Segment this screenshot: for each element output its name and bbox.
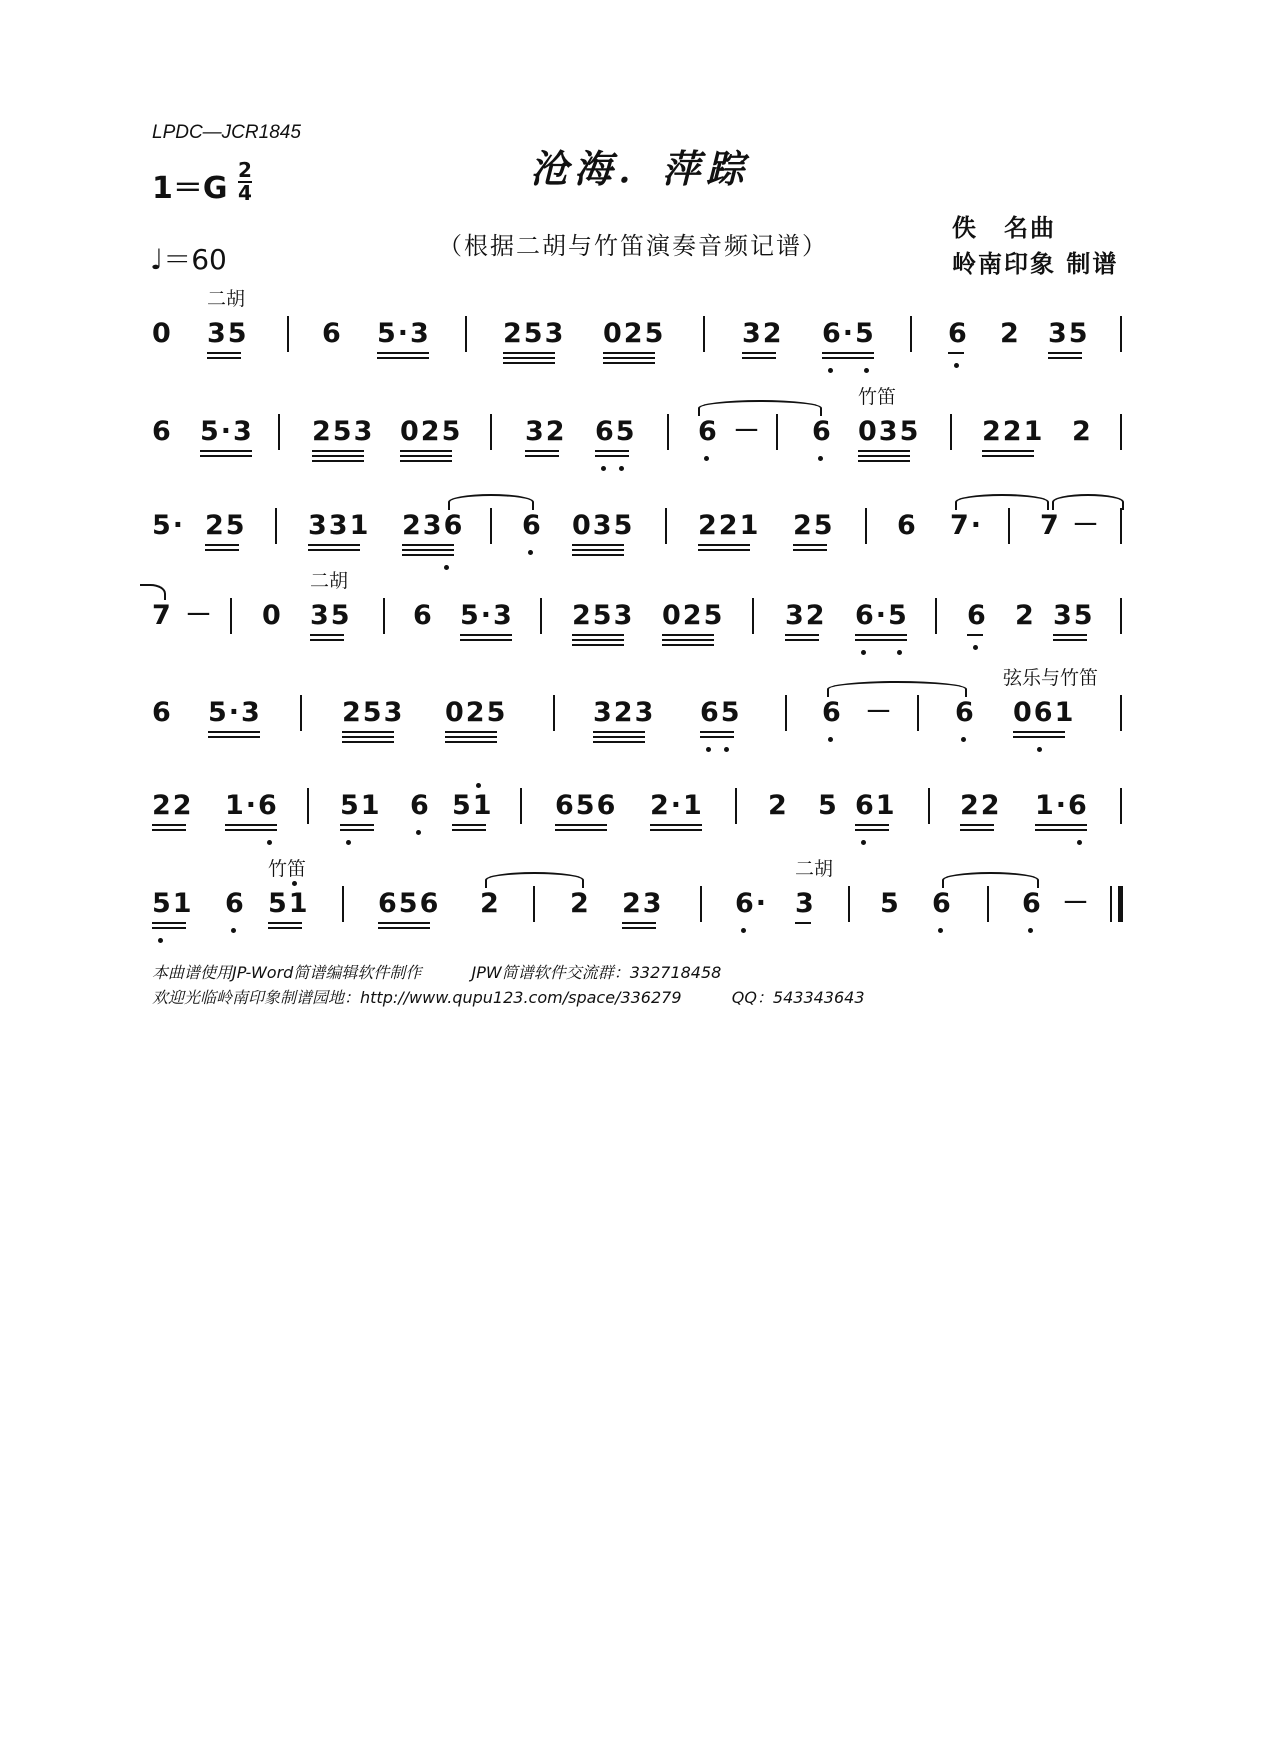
- note-group: 25: [205, 510, 247, 541]
- note-group: －: [1062, 888, 1091, 919]
- low-octave-dot: [724, 747, 729, 752]
- notation-row: [0, 790, 1272, 870]
- duration-underline: [742, 352, 776, 354]
- low-octave-dot: [861, 650, 866, 655]
- duration-underline: [312, 460, 364, 462]
- duration-underline: [572, 549, 624, 551]
- barline: [278, 414, 280, 450]
- duration-underline: [207, 357, 241, 359]
- final-barline: [1110, 886, 1112, 922]
- low-octave-dot: [897, 650, 902, 655]
- time-signature: [238, 160, 252, 203]
- duration-underline: [662, 644, 714, 646]
- duration-underline: [1053, 634, 1087, 636]
- note-group: －: [733, 416, 762, 447]
- note-group: 6: [225, 888, 246, 919]
- duration-underline: [662, 634, 714, 636]
- duration-underline: [152, 824, 186, 826]
- duration-underline: [595, 455, 629, 457]
- barline: [865, 508, 867, 544]
- note-group: 5·3: [200, 416, 254, 447]
- note-group: 6·5: [822, 318, 876, 349]
- duration-underline: [402, 554, 454, 556]
- duration-underline: [855, 829, 889, 831]
- barline: [300, 695, 302, 731]
- meter-numerator: 2: [238, 158, 252, 182]
- duration-underline: [858, 460, 910, 462]
- duration-underline: [572, 639, 624, 641]
- duration-underline: [503, 362, 555, 364]
- instrument-label: 二胡: [207, 288, 246, 310]
- note-group: 7: [152, 600, 173, 631]
- barline: [275, 508, 277, 544]
- duration-underline: [622, 922, 656, 924]
- note-group: 1·6: [225, 790, 279, 821]
- duration-underline: [700, 736, 734, 738]
- note-group: 035: [858, 416, 921, 447]
- note-group: 323: [593, 697, 656, 728]
- barline: [848, 886, 850, 922]
- duration-underline: [340, 824, 374, 826]
- notation-row: [0, 288, 1272, 398]
- duration-underline: [855, 824, 889, 826]
- tie-arc-continued: [140, 584, 166, 600]
- duration-underline: [342, 731, 394, 733]
- note-group: 65: [700, 697, 742, 728]
- note-group: 22: [960, 790, 1002, 821]
- note-group: 656: [378, 888, 441, 919]
- duration-underline: [308, 549, 360, 551]
- duration-underline: [208, 736, 260, 738]
- duration-underline: [948, 352, 964, 354]
- score-title: 沧海．萍踪: [530, 146, 751, 191]
- duration-underline: [400, 450, 452, 452]
- note-group: 32: [742, 318, 784, 349]
- barline: [307, 788, 309, 824]
- barline: [520, 788, 522, 824]
- note-group: 1·6: [1035, 790, 1089, 821]
- note-group: 5·3: [208, 697, 262, 728]
- duration-underline: [822, 357, 874, 359]
- tie-arc: [955, 494, 1049, 510]
- duration-underline: [503, 352, 555, 354]
- duration-underline: [310, 634, 344, 636]
- note-group: 6: [1022, 888, 1043, 919]
- note-group: 6: [812, 416, 833, 447]
- note-group: 025: [603, 318, 666, 349]
- duration-underline: [698, 544, 750, 546]
- duration-underline: [1035, 829, 1087, 831]
- low-octave-dot: [1037, 747, 1042, 752]
- meter-denominator: 4: [238, 181, 252, 205]
- note-group: 35: [310, 600, 352, 631]
- note-group: 32: [525, 416, 567, 447]
- barline: [776, 414, 778, 450]
- footer-software-note: 本曲谱使用JP-Word简谱编辑软件制作: [152, 963, 422, 982]
- notation-row: [0, 386, 1272, 496]
- duration-underline: [400, 460, 452, 462]
- barline: [1120, 414, 1122, 450]
- low-octave-dot: [864, 368, 869, 373]
- duration-underline: [342, 736, 394, 738]
- duration-underline: [152, 927, 186, 929]
- low-octave-dot: [818, 456, 823, 461]
- note-group: 061: [1013, 697, 1076, 728]
- duration-underline: [593, 741, 645, 743]
- note-group: 65: [595, 416, 637, 447]
- score-subtitle: （根据二胡与竹笛演奏音频记谱）: [438, 232, 828, 260]
- duration-underline: [378, 927, 430, 929]
- note-group: 6: [955, 697, 976, 728]
- duration-underline: [960, 824, 994, 826]
- low-octave-dot: [1028, 928, 1033, 933]
- final-barline-thick: [1118, 886, 1123, 922]
- barline: [490, 414, 492, 450]
- note-group: 51: [152, 888, 194, 919]
- duration-underline: [1013, 736, 1065, 738]
- note-group: 5: [818, 790, 839, 821]
- high-octave-dot: [292, 881, 297, 886]
- duration-underline: [312, 450, 364, 452]
- duration-underline: [650, 824, 702, 826]
- duration-underline: [208, 731, 260, 733]
- low-octave-dot: [444, 565, 449, 570]
- duration-underline: [460, 634, 512, 636]
- duration-underline: [572, 544, 624, 546]
- duration-underline: [855, 634, 907, 636]
- duration-underline: [785, 634, 819, 636]
- note-group: 25: [793, 510, 835, 541]
- duration-underline: [572, 634, 624, 636]
- note-group: 6: [522, 510, 543, 541]
- tie-arc: [827, 681, 967, 697]
- note-group: 025: [445, 697, 508, 728]
- instrument-label: 竹笛: [268, 858, 307, 880]
- note-group: 5: [880, 888, 901, 919]
- note-group: 6: [413, 600, 434, 631]
- note-group: 6: [322, 318, 343, 349]
- duration-underline: [310, 639, 344, 641]
- note-group: 236: [402, 510, 465, 541]
- note-group: 35: [1053, 600, 1095, 631]
- duration-underline: [603, 357, 655, 359]
- footer-line-2: [152, 985, 865, 1008]
- duration-underline: [595, 450, 629, 452]
- barline: [935, 598, 937, 634]
- note-group: 656: [555, 790, 618, 821]
- note-group: 5·3: [377, 318, 431, 349]
- note-group: 35: [1048, 318, 1090, 349]
- note-group: 025: [662, 600, 725, 631]
- note-group: 5·3: [460, 600, 514, 631]
- note-group: 6·: [735, 888, 769, 919]
- note-group: 61: [855, 790, 897, 821]
- duration-underline: [207, 352, 241, 354]
- footer-line-1: [152, 960, 721, 983]
- tie-arc: [1052, 494, 1124, 510]
- duration-underline: [312, 455, 364, 457]
- duration-underline: [858, 455, 910, 457]
- low-octave-dot: [601, 466, 606, 471]
- low-octave-dot: [741, 928, 746, 933]
- low-octave-dot: [267, 840, 272, 845]
- quarter-note-icon: ♩: [150, 243, 164, 276]
- barline: [928, 788, 930, 824]
- note-group: 2: [570, 888, 591, 919]
- duration-underline: [452, 829, 486, 831]
- note-group: 2: [1015, 600, 1036, 631]
- duration-underline: [268, 927, 302, 929]
- note-group: 253: [342, 697, 405, 728]
- duration-underline: [1053, 639, 1087, 641]
- duration-underline: [342, 741, 394, 743]
- high-octave-dot: [476, 783, 481, 788]
- low-octave-dot: [828, 368, 833, 373]
- low-octave-dot: [828, 737, 833, 742]
- duration-underline: [308, 544, 360, 546]
- note-group: 6: [698, 416, 719, 447]
- duration-underline: [200, 450, 252, 452]
- note-group: 6: [822, 697, 843, 728]
- barline: [752, 598, 754, 634]
- barline: [1120, 788, 1122, 824]
- duration-underline: [152, 922, 186, 924]
- barline: [383, 598, 385, 634]
- arranger-credit: 岭南印象 制谱: [952, 249, 1119, 278]
- duration-underline: [593, 736, 645, 738]
- low-octave-dot: [706, 747, 711, 752]
- barline: [700, 886, 702, 922]
- duration-underline: [742, 357, 776, 359]
- note-group: 6: [897, 510, 918, 541]
- note-group: 51: [452, 790, 494, 821]
- duration-underline: [603, 352, 655, 354]
- duration-underline: [402, 549, 454, 551]
- instrument-label: 二胡: [795, 858, 834, 880]
- tie-arc: [942, 872, 1039, 888]
- footer-qq-note: QQ：543343643: [731, 988, 865, 1007]
- barline: [987, 886, 989, 922]
- duration-underline: [445, 731, 497, 733]
- duration-underline: [1035, 824, 1087, 826]
- duration-underline: [452, 824, 486, 826]
- low-octave-dot: [961, 737, 966, 742]
- duration-underline: [525, 455, 559, 457]
- duration-underline: [400, 455, 452, 457]
- note-group: 2·1: [650, 790, 704, 821]
- notation-row: [0, 667, 1272, 777]
- duration-underline: [525, 450, 559, 452]
- duration-underline: [503, 357, 555, 359]
- barline: [533, 886, 535, 922]
- note-group: －: [865, 697, 894, 728]
- barline: [553, 695, 555, 731]
- note-group: 2: [1072, 416, 1093, 447]
- low-octave-dot: [973, 645, 978, 650]
- duration-underline: [572, 644, 624, 646]
- barline: [1120, 598, 1122, 634]
- note-group: 6: [410, 790, 431, 821]
- duration-underline: [982, 455, 1034, 457]
- note-group: 51: [268, 888, 310, 919]
- low-octave-dot: [528, 550, 533, 555]
- duration-underline: [785, 639, 819, 641]
- low-octave-dot: [346, 840, 351, 845]
- note-group: 221: [698, 510, 761, 541]
- tempo-value: ＝60: [163, 243, 227, 276]
- note-group: 5·: [152, 510, 186, 541]
- duration-underline: [698, 549, 750, 551]
- low-octave-dot: [416, 830, 421, 835]
- barline: [735, 788, 737, 824]
- duration-underline: [650, 829, 702, 831]
- score-code: LPDC—JCR1845: [152, 122, 301, 143]
- instrument-label: 竹笛: [858, 386, 897, 408]
- barline: [1120, 508, 1122, 544]
- low-octave-dot: [938, 928, 943, 933]
- footer-group-note: JPW简谱软件交流群：332718458: [471, 963, 722, 982]
- note-group: 035: [572, 510, 635, 541]
- note-group: 6: [152, 416, 173, 447]
- note-group: 7: [1040, 510, 1061, 541]
- note-group: 2: [768, 790, 789, 821]
- barline: [490, 508, 492, 544]
- footer-website-note: 欢迎光临岭南印象制谱园地：http://www.qupu123.com/space/336279: [152, 988, 682, 1007]
- note-group: 221: [982, 416, 1045, 447]
- duration-underline: [700, 731, 734, 733]
- note-group: 2: [1000, 318, 1021, 349]
- low-octave-dot: [861, 840, 866, 845]
- note-group: 6: [948, 318, 969, 349]
- note-group: 0: [262, 600, 283, 631]
- low-octave-dot: [158, 938, 163, 943]
- note-group: 253: [312, 416, 375, 447]
- low-octave-dot: [954, 363, 959, 368]
- barline: [342, 886, 344, 922]
- duration-underline: [555, 824, 607, 826]
- barline: [665, 508, 667, 544]
- duration-underline: [982, 450, 1034, 452]
- duration-underline: [593, 731, 645, 733]
- duration-underline: [205, 549, 239, 551]
- key-signature: 1＝G: [152, 171, 228, 206]
- duration-underline: [795, 922, 811, 924]
- duration-underline: [460, 639, 512, 641]
- note-group: 253: [503, 318, 566, 349]
- low-octave-dot: [231, 928, 236, 933]
- barline: [1008, 508, 1010, 544]
- note-group: 6·5: [855, 600, 909, 631]
- instrument-label: 二胡: [310, 570, 349, 592]
- barline: [917, 695, 919, 731]
- note-group: 35: [207, 318, 249, 349]
- duration-underline: [377, 357, 429, 359]
- low-octave-dot: [619, 466, 624, 471]
- duration-underline: [855, 639, 907, 641]
- note-group: －: [1072, 510, 1101, 541]
- duration-underline: [225, 829, 277, 831]
- duration-underline: [622, 927, 656, 929]
- duration-underline: [572, 554, 624, 556]
- barline: [465, 316, 467, 352]
- note-group: 331: [308, 510, 371, 541]
- duration-underline: [793, 549, 827, 551]
- note-group: 3: [795, 888, 816, 919]
- instrument-label: 弦乐与竹笛: [1003, 667, 1099, 689]
- note-group: 6: [967, 600, 988, 631]
- duration-underline: [205, 544, 239, 546]
- barline: [910, 316, 912, 352]
- note-group: 025: [400, 416, 463, 447]
- note-group: 23: [622, 888, 664, 919]
- duration-underline: [1048, 352, 1082, 354]
- barline: [785, 695, 787, 731]
- duration-underline: [445, 741, 497, 743]
- duration-underline: [967, 634, 983, 636]
- note-group: 253: [572, 600, 635, 631]
- note-group: 32: [785, 600, 827, 631]
- barline: [703, 316, 705, 352]
- duration-underline: [960, 829, 994, 831]
- duration-underline: [377, 352, 429, 354]
- tempo-marking: [150, 238, 227, 278]
- composer-credit: 佚 名曲: [952, 213, 1056, 242]
- duration-underline: [1013, 731, 1065, 733]
- duration-underline: [200, 455, 252, 457]
- note-group: 6: [932, 888, 953, 919]
- note-group: 51: [340, 790, 382, 821]
- notation-row: [0, 858, 1272, 968]
- duration-underline: [378, 922, 430, 924]
- low-octave-dot: [704, 456, 709, 461]
- duration-underline: [662, 639, 714, 641]
- duration-underline: [340, 829, 374, 831]
- note-group: 2: [480, 888, 501, 919]
- note-group: 6: [152, 697, 173, 728]
- barline: [1120, 695, 1122, 731]
- duration-underline: [555, 829, 607, 831]
- duration-underline: [603, 362, 655, 364]
- duration-underline: [268, 922, 302, 924]
- low-octave-dot: [1077, 840, 1082, 845]
- duration-underline: [152, 829, 186, 831]
- duration-underline: [858, 450, 910, 452]
- note-group: 7·: [950, 510, 984, 541]
- barline: [287, 316, 289, 352]
- tie-arc: [698, 400, 822, 416]
- note-group: 0: [152, 318, 173, 349]
- note-group: 22: [152, 790, 194, 821]
- barline: [667, 414, 669, 450]
- duration-underline: [402, 544, 454, 546]
- barline: [230, 598, 232, 634]
- duration-underline: [225, 824, 277, 826]
- note-group: －: [185, 600, 214, 631]
- barline: [540, 598, 542, 634]
- notation-row: [0, 510, 1272, 590]
- duration-underline: [822, 352, 874, 354]
- barline: [950, 414, 952, 450]
- barline: [1120, 316, 1122, 352]
- duration-underline: [793, 544, 827, 546]
- duration-underline: [445, 736, 497, 738]
- duration-underline: [1048, 357, 1082, 359]
